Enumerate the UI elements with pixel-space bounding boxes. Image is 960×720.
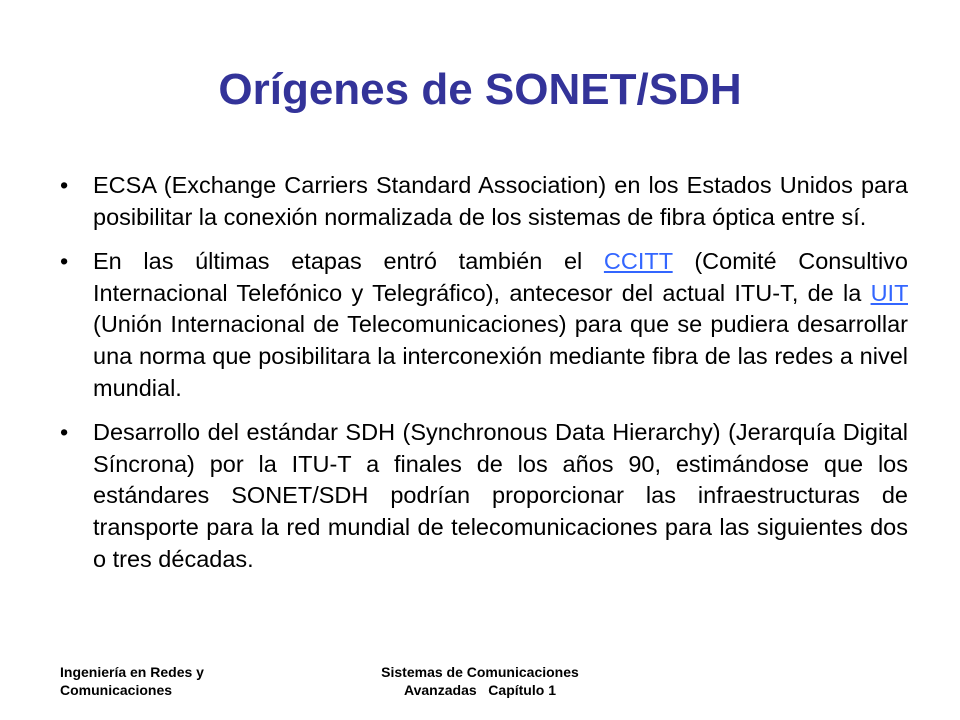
bullet-text: (Unión Internacional de Telecomunicaciones) para que se pudiera desarrollar una norma que posibilitara la interconexión mediante fibra de las redes a nivel mundial. (93, 311, 908, 401)
uit-link[interactable]: UIT (870, 279, 908, 306)
footer-left-line: Comunicaciones (60, 682, 173, 698)
bullet-list (60, 170, 908, 588)
bullet-point-icon: • (60, 248, 69, 275)
footer-left-line: Ingeniería en Redes y (60, 664, 204, 680)
bullet-text: Desarrollo del estándar SDH (Synchronous Data Hierarchy) (Jerarquía Digital Síncrona) por la ITU-T a finales de los años 90, estimándose que los estándares SONET/SDH podrían proporcionar las infraestructuras de transporte para la red mundial de telecomunicaciones para las siguientes dos o tres décadas. (93, 419, 908, 572)
footer-center (330, 663, 630, 699)
bullet-item-sdh (60, 417, 908, 575)
bullet-text: (Comité Consultivo Internacional Telefónico y Telegráfico), antecesor del actual ITU-T, de la (93, 248, 908, 306)
bullet-text: En las últimas etapas entró también el (93, 248, 604, 275)
bullet-item-ecsa (60, 170, 908, 233)
bullet-point-icon: • (60, 172, 69, 198)
slide-title: Orígenes de SONET/SDH (218, 65, 742, 114)
bullet-point-icon: • (60, 419, 69, 446)
footer-center-line: Sistemas de Comunicaciones (381, 664, 579, 680)
footer-center-line: Avanzadas Capítulo 1 (404, 682, 556, 698)
bullet-text: ECSA (Exchange Carriers Standard Association) en los Estados Unidos para posibilitar la conexión normalizada de los sistemas de fibra óptica entre sí. (93, 172, 908, 230)
ccitt-link[interactable]: CCITT (603, 248, 673, 275)
footer-left (60, 663, 204, 699)
bullet-item-ccitt (60, 246, 908, 404)
